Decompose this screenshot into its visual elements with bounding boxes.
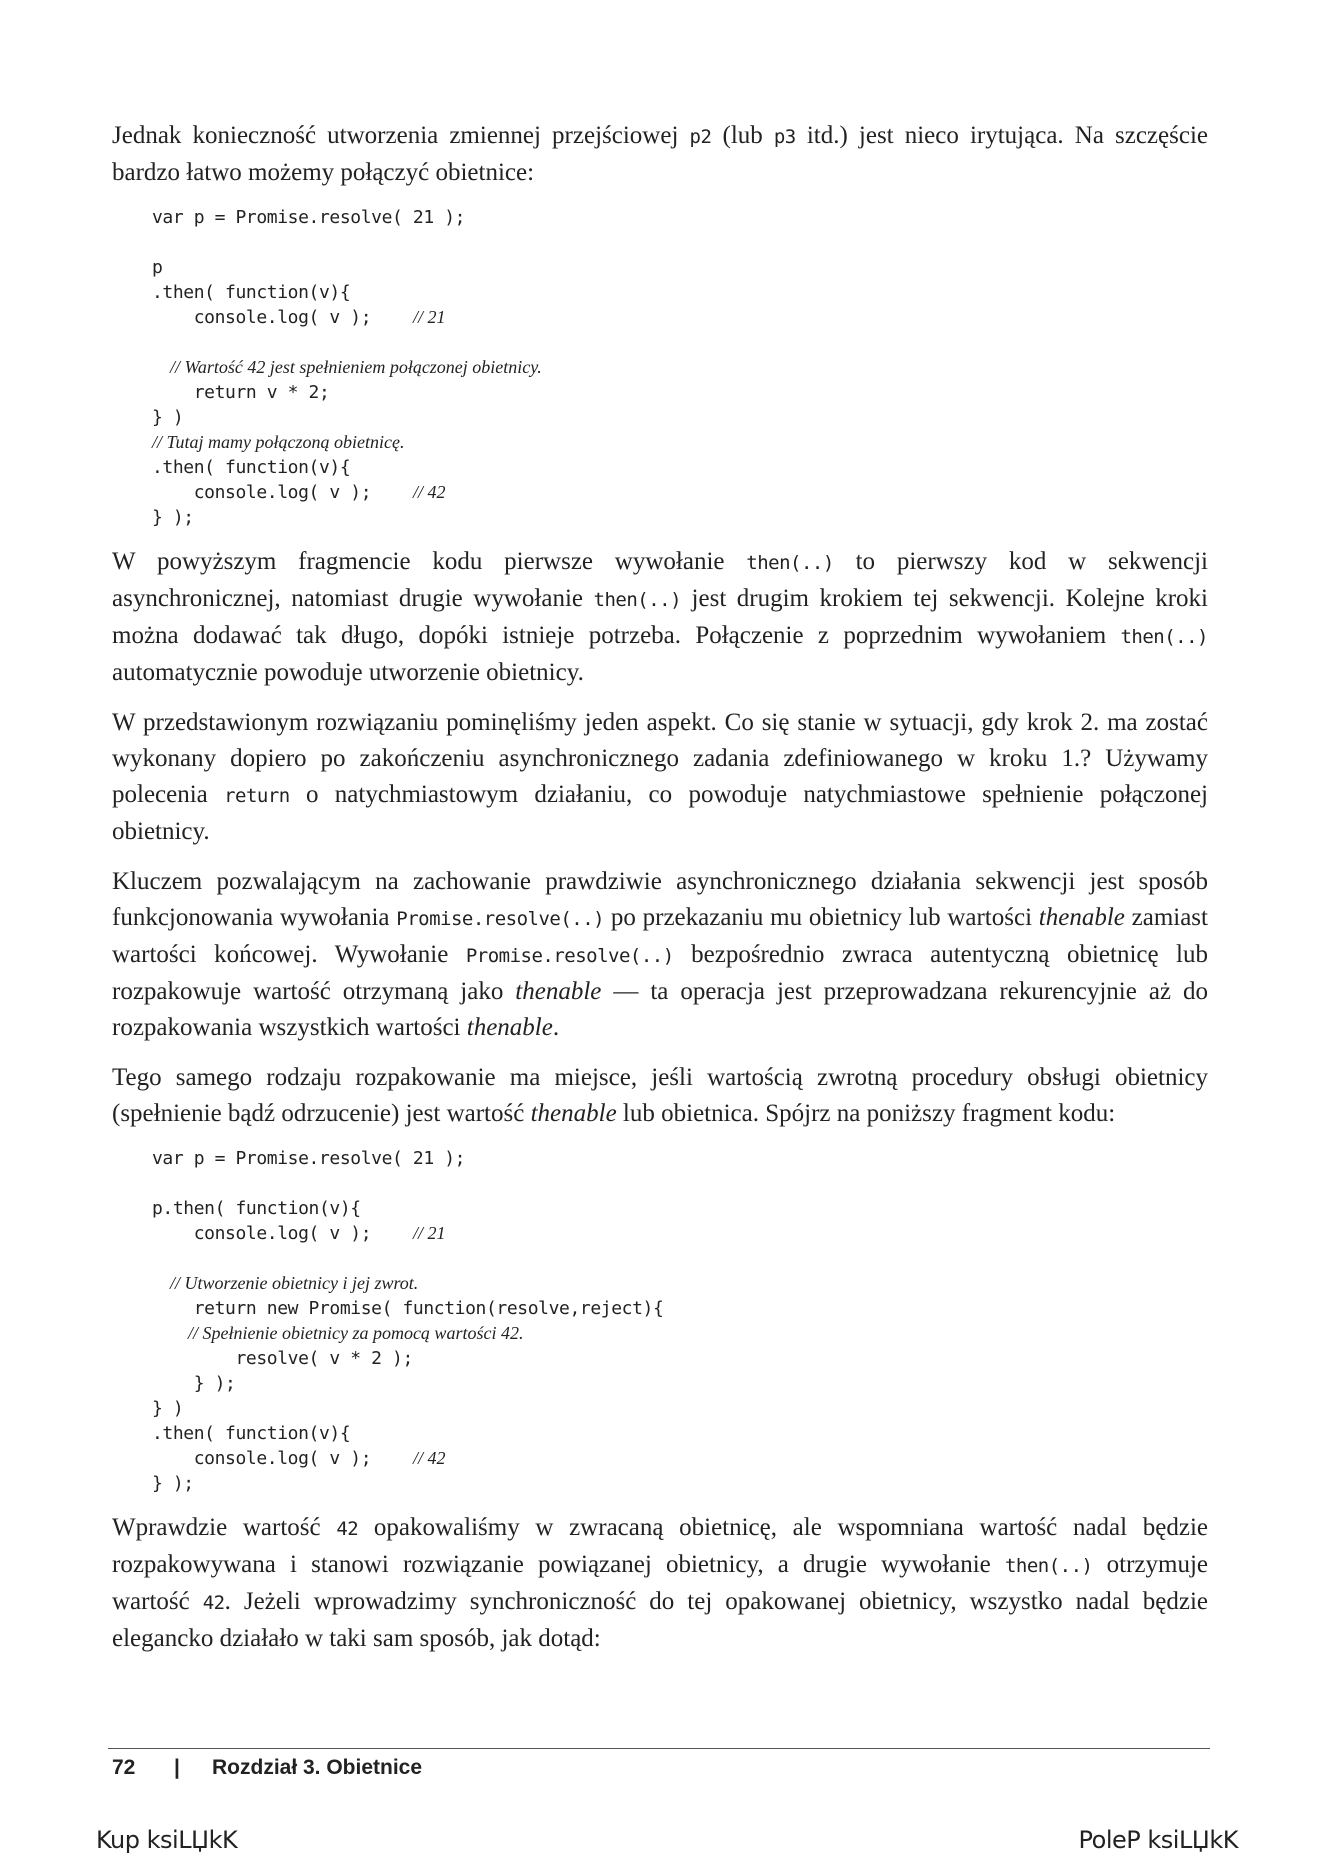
footer-separator: | (174, 1756, 180, 1779)
page-content (112, 118, 1208, 1671)
paragraph-wrapped-value: Wprawdzie wartość 42 opakowaliśmy w zwracaną obietnicę, ale wspomniana wartość nadal będzie rozpakowywana i stanowi rozwiązanie powiązanej obietnicy, a drugie wywołanie then(..) otrzymuje wartość 42. Jeżeli wprowadzimy synchroniczność do tej opakowanej obietnicy, wszystko nadal będzie elegancko działało w taki sam sposób, jak dotąd: (112, 1514, 1209, 1652)
chapter-title: Rozdział 3. Obietnice (212, 1756, 423, 1779)
paragraph-missing-aspect: W przedstawionym rozwiązaniu pominęliśmy jeden aspekt. Co się stanie w sytuacji, gdy krok 2. ma zostać wykonany dopiero po zakończeniu asynchronicznego zadania zdefiniowanego w kroku 1.? Używamy polecenia return o natychmiastowym działaniu, co powoduje natychmiastowe spełnienie połączonej obietnicy. (112, 709, 1209, 845)
buy-book-link[interactable]: Kup ksiLЏkK (96, 1826, 238, 1854)
footer-divider (108, 1748, 1210, 1749)
paragraph-unwrapping: Tego samego rodzaju rozpakowanie ma miejsce, jeśli wartością zwrotną procedury obsługi obietnicy (spełnienie bądź odrzucenie) jest wartość thenable lub obietnica. Spójrz na poniższy fragment kodu: (112, 1064, 1208, 1127)
page-number: 72 (112, 1756, 136, 1779)
paragraph-intro: Jednak konieczność utworzenia zmiennej przejściowej p2 (lub p3 itd.) jest nieco irytująca. Na szczęście bardzo łatwo możemy połączyć obietnice: (112, 122, 1208, 186)
paragraph-then-sequence: W powyższym fragmencie kodu pierwsze wywołanie then(..) to pierwszy kod w sekwencji asynchronicznej, natomiast drugie wywołanie then(..) jest drugim krokiem tej sekwencji. Kolejne kroki można dodawać tak długo, dopóki istnieje potrzeba. Połączenie z poprzednim wywołaniem then(..) automatycznie powoduje utworzenie obietnicy. (112, 548, 1208, 686)
paragraph-promise-resolve: Kluczem pozwalającym na zachowanie prawdziwie asynchronicznego działania sekwencji jest sposób funkcjonowania wywołania Promise.resolve(..) po przekazaniu mu obietnicy lub wartości thenable zamiast wartości końcowej. Wywołanie Promise.resolve(..) bezpośrednio zwraca autentyczną obietnicę lub rozpakowuje wartość otrzymaną jako thenable — ta operacja jest przeprowadzana rekurencyjnie aż do rozpakowania wszystkich wartości thenable. (112, 868, 1209, 1041)
page-footer (112, 1756, 422, 1780)
code-block-new-promise: var p = Promise.resolve( 21 ); p.then( function(v){ console.log( v ); // 21 // Utworzenie obietnicy i jej zwrot. return new Promise( function(resolve,reject){ // Spełnienie obietnicy za pomocą wartości 42. resolve( v * 2 ); } ); } ) .then( function(v){ console.log( v ); // 42 } ); (152, 1148, 664, 1494)
recommend-book-link[interactable]: PoleP ksiLЏkK (1078, 1826, 1238, 1854)
code-block-chained-promises: var p = Promise.resolve( 21 ); p .then( function(v){ console.log( v ); // 21 // Wartość 42 jest spełnieniem połączonej obietnicy. return v * 2; } ) // Tutaj mamy połączoną obietnicę. .then( function(v){ console.log( v ); // 42 } ); (152, 207, 542, 528)
